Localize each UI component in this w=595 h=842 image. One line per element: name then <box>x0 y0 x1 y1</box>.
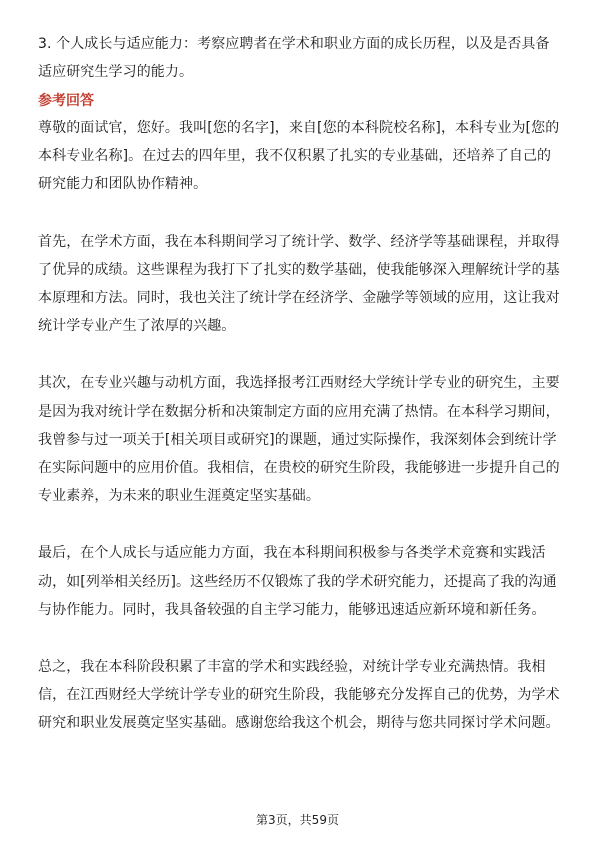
question-item: 3. 个人成长与适应能力：考察应聘者在学术和职业方面的成长历程，以及是否具备适应研究生学习的能力。 <box>38 36 550 80</box>
answer-paragraph-conclusion: 总之，我在本科阶段积累了丰富的学术和实践经验，对统计学专业充满热情。我相信，在江西财经大学统计学专业的研究生阶段，我能够充分发挥自己的优势，为学术研究和职业发展奠定坚实基础。感谢您给我这个机会，期待与您共同探讨学术问题。 <box>38 659 560 732</box>
answer-paragraph-academic: 首先，在学术方面，我在本科期间学习了统计学、数学、经济学等基础课程，并取得了优异的成绩。这些课程为我打下了扎实的数学基础，使我能够深入理解统计学的基本原理和方法。同时，我也关注了统计学在经济学、金融学等领域的应用，这让我对统计学专业产生了浓厚的兴趣。 <box>38 233 560 335</box>
page-number: 第3页，共59页 <box>256 813 339 827</box>
answer-paragraph-growth: 最后，在个人成长与适应能力方面，我在本科期间积极参与各类学术竞赛和实践活动，如[列举相关经历]。这些经历不仅锻炼了我的学术研究能力，还提高了我的沟通与协作能力。同时，我具备较强的自主学习能力，能够迅速适应新环境和新任务。 <box>38 545 557 618</box>
answer-heading: 参考回答 <box>38 93 94 109</box>
answer-paragraph-intro: 尊敬的面试官，您好。我叫[您的名字]，来自[您的本科院校名称]，本科专业为[您的本科专业名称]。在过去的四年里，我不仅积累了扎实的专业基础，还培养了自己的研究能力和团队协作精神。 <box>38 120 560 193</box>
page-content <box>38 30 560 767</box>
answer-paragraph-motivation: 其次，在专业兴趣与动机方面，我选择报考江西财经大学统计学专业的研究生，主要是因为我对统计学在数据分析和决策制定方面的应用充满了热情。在本科学习期间，我曾参与过一项关于[相关项目或研究]的课题，通过实际操作，我深刻体会到统计学在实际问题中的应用价值。我相信，在贵校的研究生阶段，我能够进一步提升自己的专业素养，为未来的职业生涯奠定坚实基础。 <box>38 375 560 505</box>
